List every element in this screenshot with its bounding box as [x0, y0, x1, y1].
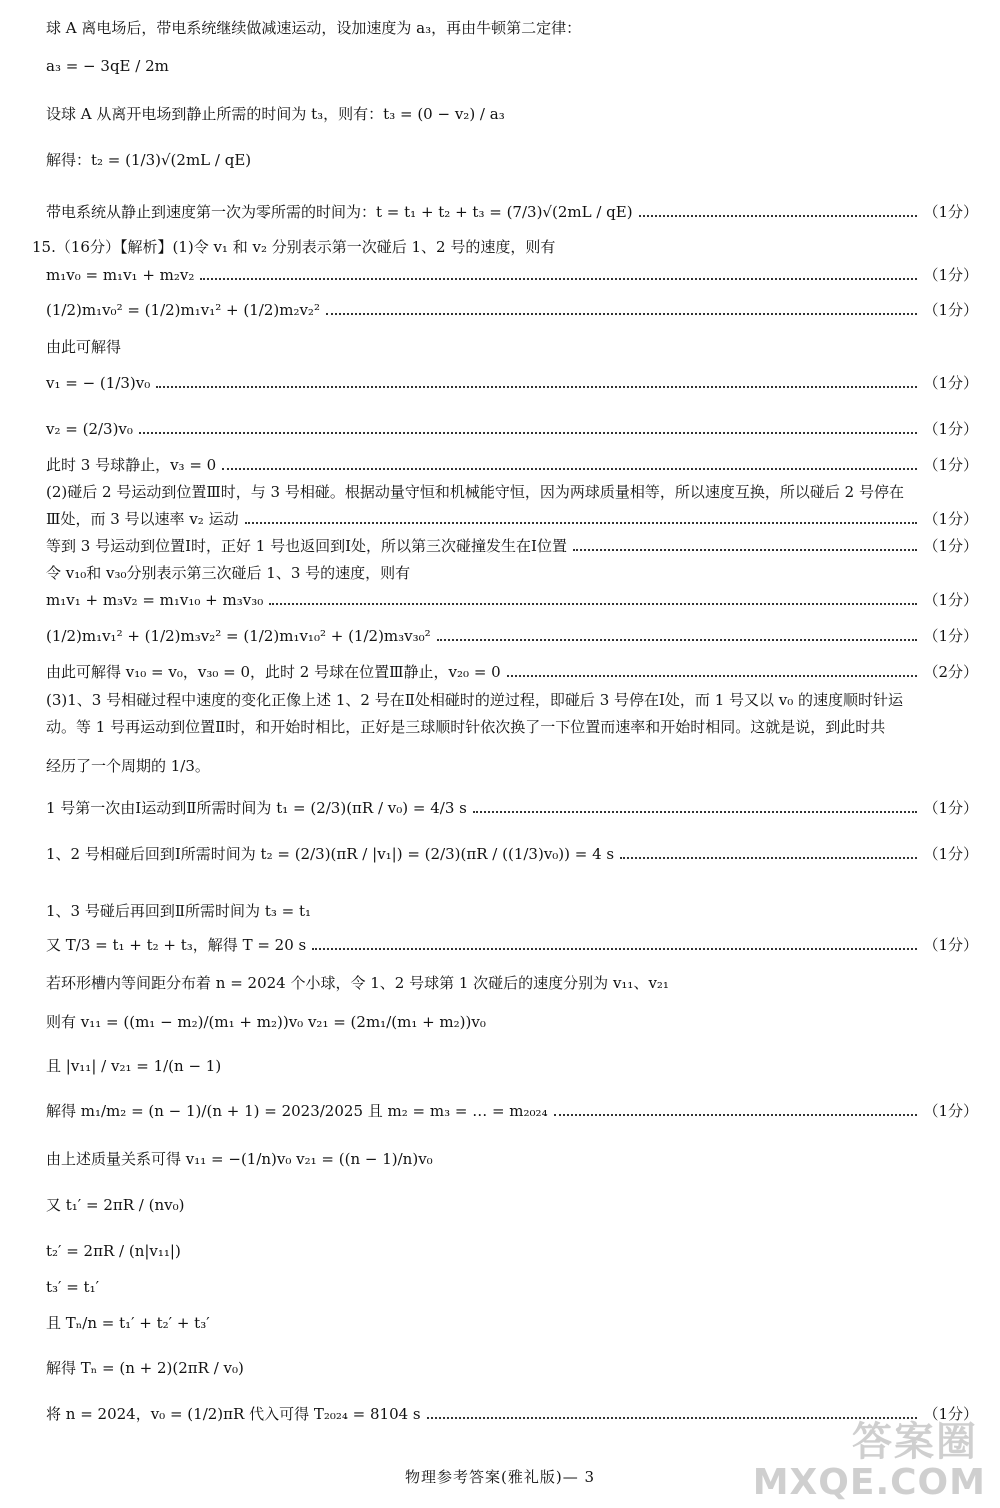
page-footer: 物理参考答案(雅礼版)— 3 [404, 1468, 596, 1486]
score-mark: （1分） [923, 627, 978, 645]
leader-dots [139, 432, 918, 434]
score-mark: （1分） [923, 420, 978, 438]
line-36: 解得 Tₙ = (n + 2)(2πR / v₀) [46, 1359, 244, 1377]
score-mark: （1分） [923, 1102, 978, 1120]
line-34: t₃′ = t₁′ [46, 1278, 99, 1296]
score-mark: （1分） [923, 266, 978, 284]
line-1: 球 A 离电场后，带电系统继续做减速运动，设加速度为 a₃，再由牛顿第二定律： [46, 19, 582, 37]
leader-dots [473, 811, 918, 813]
leader-dots [507, 675, 918, 677]
line-12: 此时 3 号球静止，v₃ = 0 （1分） [46, 456, 978, 474]
leader-dots [156, 386, 917, 388]
line-27: 若环形槽内等间距分布着 n = 2024 个小球，令 1、2 号球第 1 次碰后的速度分别为 v₁₁、v₂₁ [46, 974, 669, 992]
line-19: 由此可解得 v₁₀ = v₀，v₃₀ = 0，此时 2 号球在位置Ⅲ静止，v₂₀ = 0 （2分） [46, 663, 978, 681]
line-29: 且 |v₁₁| / v₂₁ = 1/(n − 1) [46, 1057, 222, 1075]
score-mark: （1分） [923, 845, 978, 863]
line-7: m₁v₀ = m₁v₁ + m₂v₂ （1分） [46, 266, 978, 284]
line-11: v₂ = (2/3)v₀ （1分） [46, 420, 978, 438]
line-18: (1/2)m₁v₁² + (1/2)m₃v₂² = (1/2)m₁v₁₀² + (1/2)m₃v₃₀² （1分） [46, 627, 978, 645]
leader-dots [222, 468, 917, 470]
score-mark: （1分） [923, 456, 978, 474]
leader-dots [620, 857, 917, 859]
line-37: 将 n = 2024，v₀ = (1/2)πR 代入可得 T₂₀₂₄ = 8104 s （1分） [46, 1405, 978, 1423]
score-mark: （1分） [923, 799, 978, 817]
line-2: a₃ = − 3qE / 2m [46, 57, 169, 75]
question-15-header: 15.（16分）【解析】(1)令 v₁ 和 v₂ 分别表示第一次碰后 1、2 号的速度，则有 [32, 238, 556, 256]
score-mark: （1分） [923, 1405, 978, 1423]
line-28: 则有 v₁₁ = ((m₁ − m₂)/(m₁ + m₂))v₀ v₂₁ = (2m₁/(m₁ + m₂))v₀ [46, 1013, 486, 1031]
score-mark: （1分） [923, 591, 978, 609]
score-mark: （1分） [923, 936, 978, 954]
line-17: m₁v₁ + m₃v₂ = m₁v₁₀ + m₃v₃₀ （1分） [46, 591, 978, 609]
watermark-top: 答案圈 [852, 1419, 978, 1465]
leader-dots [312, 948, 917, 950]
line-23: 1 号第一次由Ⅰ运动到Ⅱ所需时间为 t₁ = (2/3)(πR / v₀) = 4/3 s （1分） [46, 799, 978, 817]
score-mark: （1分） [923, 510, 978, 528]
line-24: 1、2 号相碰后回到Ⅰ所需时间为 t₂ = (2/3)(πR / |v₁|) = (2/3)(πR / ((1/3)v₀)) = 4 s （1分） [46, 845, 978, 863]
line-30: 解得 m₁/m₂ = (n − 1)/(n + 1) = 2023/2025 且 m₂ = m₃ = … = m₂₀₂₄ （1分） [46, 1102, 978, 1120]
line-16: 令 v₁₀和 v₃₀分别表示第三次碰后 1、3 号的速度，则有 [46, 564, 411, 582]
leader-dots [326, 313, 917, 315]
line-15: 等到 3 号运动到位置Ⅰ时，正好 1 号也返回到Ⅰ处，所以第三次碰撞发生在Ⅰ位置 （1分） [46, 537, 978, 555]
leader-dots [554, 1114, 918, 1116]
watermark-bottom: MXQE.COM [752, 1462, 986, 1503]
score-mark: （1分） [923, 374, 978, 392]
line-3: 设球 A 从离开电场到静止所需的时间为 t₃，则有：t₃ = (0 − v₂) / a₃ [46, 105, 505, 123]
score-mark: （2分） [923, 663, 978, 681]
line-4: 解得：t₂ = (1/3)√(2mL / qE) [46, 151, 252, 169]
line-25: 1、3 号碰后再回到Ⅱ所需时间为 t₃ = t₁ [46, 902, 312, 920]
leader-dots [639, 215, 918, 217]
line-13: (2)碰后 2 号运动到位置Ⅲ时，与 3 号相碰。根据动量守恒和机械能守恒，因为两球质量相等，所以速度互换，所以碰后 2 号停在 [46, 483, 904, 501]
leader-dots [437, 639, 918, 641]
line-31: 由上述质量关系可得 v₁₁ = −(1/n)v₀ v₂₁ = ((n − 1)/n)v₀ [46, 1150, 433, 1168]
line-9: 由此可解得 [46, 338, 122, 356]
line-32: 又 t₁′ = 2πR / (nv₀) [46, 1196, 185, 1214]
line-8: (1/2)m₁v₀² = (1/2)m₁v₁² + (1/2)m₂v₂² （1分） [46, 301, 978, 319]
score-mark: （1分） [923, 301, 978, 319]
line-20: (3)1、3 号相碰过程中速度的变化正像上述 1、2 号在Ⅱ处相碰时的逆过程，即碰后 3 号停在Ⅰ处，而 1 号又以 v₀ 的速度顺时针运 [46, 691, 904, 709]
site-watermark [752, 1410, 992, 1506]
leader-dots [200, 278, 917, 280]
leader-dots [269, 603, 917, 605]
line-10: v₁ = − (1/3)v₀ （1分） [46, 374, 978, 392]
leader-dots [245, 522, 918, 524]
line-22: 经历了一个周期的 1/3。 [46, 757, 210, 775]
line-35: 且 Tₙ/n = t₁′ + t₂′ + t₃′ [46, 1314, 210, 1332]
score-mark: （1分） [923, 537, 978, 555]
line-26: 又 T/3 = t₁ + t₂ + t₃，解得 T = 20 s （1分） [46, 936, 978, 954]
leader-dots [573, 549, 918, 551]
line-33: t₂′ = 2πR / (n|v₁₁|) [46, 1242, 181, 1260]
line-21: 动。等 1 号再运动到位置Ⅱ时，和开始时相比，正好是三球顺时针依次换了一下位置而速率和开始时相同。这就是说，到此时共 [46, 718, 886, 736]
score-mark: （1分） [923, 203, 978, 221]
line-5: 带电系统从静止到速度第一次为零所需的时间为：t = t₁ + t₂ + t₃ = (7/3)√(2mL / qE) （1分） [46, 203, 978, 221]
line-14: Ⅲ处，而 3 号以速率 v₂ 运动 （1分） [46, 510, 978, 528]
